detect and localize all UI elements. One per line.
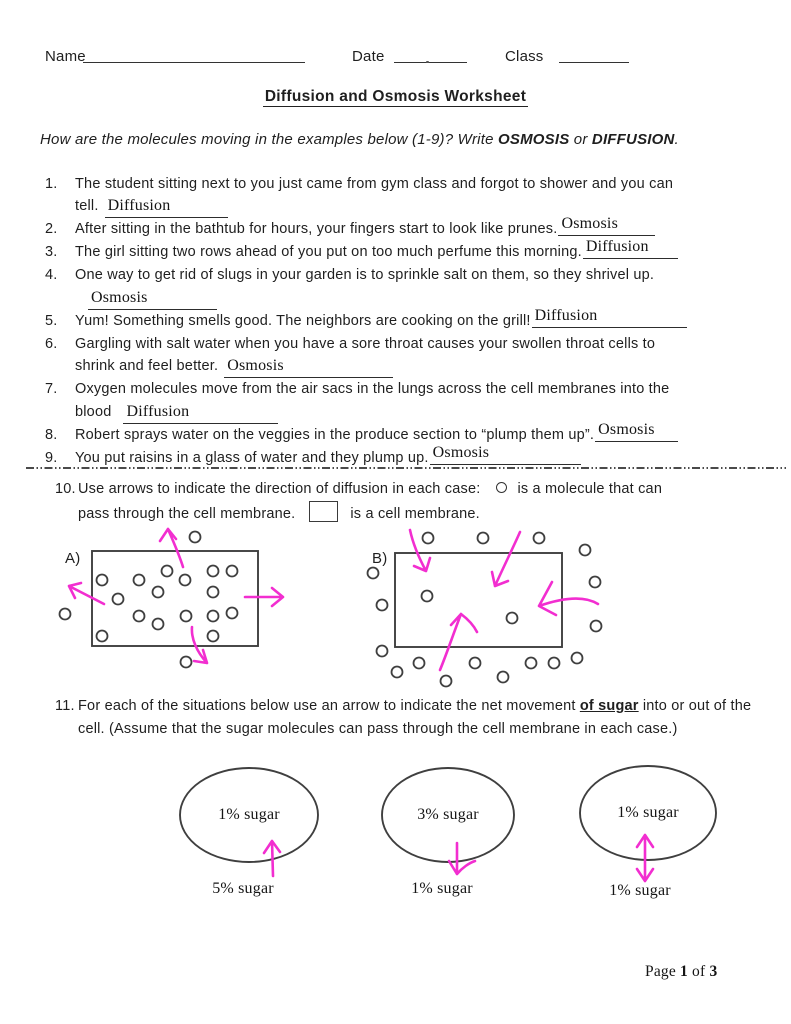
current-page: 1 [680,963,688,980]
osmosis-cell-diagrams [150,750,750,910]
diffusion-diagrams [40,518,751,693]
question-item [45,420,765,447]
inside-concentration-label: 1% sugar [617,804,679,821]
question-text: blood [75,403,112,420]
diffusion-arrow-in-top [492,532,520,586]
question-item [45,264,765,309]
answer-blank: Diffusion [105,198,228,218]
question-text: One way to get rid of slugs in your garden is to sprinkle salt on them, so they shrivel up. [75,267,655,284]
question-item [45,238,765,264]
question-number: 4. [45,267,58,284]
page-number: Page 1 of 3 [645,963,718,980]
question-item [45,333,765,378]
instructions-text: How are the molecules moving in the examples below (1-9)? Write [40,131,498,148]
question-item [45,173,765,218]
question-item [45,378,765,423]
answer-blank: Osmosis [558,216,655,236]
question-number: 2. [45,221,58,238]
question-number: 1. [45,176,58,192]
question-text: The girl sitting two rows ahead of you put on too much perfume this morning. [75,244,582,261]
question-number: 3. [45,244,58,261]
instructions-line: How are the molecules moving in the examples below (1-9)? Write OSMOSIS or DIFFUSION. [40,131,679,148]
question-text: pass through the cell membrane. [78,506,296,522]
cell-diagram-2 [382,768,514,897]
diffusion-arrow-down [192,627,207,663]
question-text: You put raisins in a glass of water and they plump up. [75,449,429,466]
diagram-b-label: B) [372,550,388,567]
question-item [45,215,765,241]
sugar-emphasis: of sugar [579,698,639,714]
outside-concentration-label: 1% sugar [609,882,671,899]
inside-concentration-label: 1% sugar [218,806,280,823]
question-text: shrink and feel better. [75,358,219,375]
molecules-inside-b [422,591,518,624]
diagram-b [368,530,602,687]
diffusion-arrow-left [69,583,104,604]
question-text: into or out of the cell. (Assume that the sugar molecules can pass through the cell membrane in each case.) [78,698,752,737]
cell-diagram-3 [580,766,716,899]
question-text: is a molecule that can [517,481,663,497]
question-11 [55,695,755,740]
question-text: The student sitting next to you just came from gym class and forgot to shower and you can [75,176,674,192]
diagram-a-label: A) [65,550,81,567]
answer-blank: Diffusion [532,308,687,328]
answer-blank: Osmosis [595,422,678,442]
diagram-a [60,529,284,668]
class-blank-line [559,46,629,63]
outside-concentration-label: 1% sugar [411,880,473,897]
question-text: tell. [75,198,99,215]
question-number: 6. [45,335,58,352]
net-movement-arrow-both [637,835,653,881]
question-number: 5. [45,312,58,329]
answer-blank: Osmosis [88,290,217,310]
question-text: Yum! Something smells good. The neighbors are cooking on the grill! [75,312,531,329]
question-text: Robert sprays water on the veggies in the produce section to “plump them up”. [75,426,595,443]
question-number: 9. [45,449,58,466]
answer-blank: Osmosis [430,445,581,465]
page-title: Diffusion and Osmosis Worksheet [264,88,527,105]
answer-blank: Diffusion [583,239,678,259]
diffusion-arrow-right [245,588,283,606]
question-text: After sitting in the bathtub for hours, your fingers start to look like prunes. [75,221,558,238]
stray-dot [426,61,429,64]
diffusion-arrow-up [160,529,183,567]
diffusion-term: DIFFUSION [591,131,675,148]
question-text: For each of the situations below use an arrow to indicate the net movement [78,698,580,714]
name-blank-line [83,46,305,63]
question-text: is a cell membrane. [350,506,480,522]
question-list [45,173,765,470]
question-number: 11. [55,698,75,714]
question-text: Gargling with salt water when you have a sore throat causes your swollen throat cells to [75,335,656,352]
question-number: 10. [55,481,76,497]
question-text: Oxygen molecules move from the air sacs in the lungs across the cell membranes into the [75,381,670,398]
total-pages: 3 [709,963,718,980]
section-divider [26,467,786,469]
outside-concentration-label: 5% sugar [212,880,274,897]
cell-diagram-1 [180,768,318,897]
name-label: Name [45,48,86,65]
date-blank-line [394,46,467,63]
inside-concentration-label: 3% sugar [417,806,479,823]
question-text: Use arrows to indicate the direction of diffusion in each case: [78,481,481,497]
answer-blank: Diffusion [123,404,278,424]
molecules-outside-b [368,533,602,687]
molecule-legend-circle-icon [496,482,507,493]
class-label: Class [505,48,544,65]
header-row [45,48,745,70]
date-label: Date [352,48,385,65]
question-item [45,306,765,333]
question-number: 8. [45,426,58,443]
diffusion-arrow-in-right [539,582,598,615]
title-row [0,88,791,106]
answer-blank: Osmosis [224,358,393,378]
molecules-inside-a [97,566,238,642]
diffusion-arrows-b [410,530,598,670]
diffusion-arrows-a [69,529,283,663]
osmosis-term: OSMOSIS [498,131,570,148]
cell-membrane-rect [395,553,562,647]
question-number: 7. [45,381,58,398]
